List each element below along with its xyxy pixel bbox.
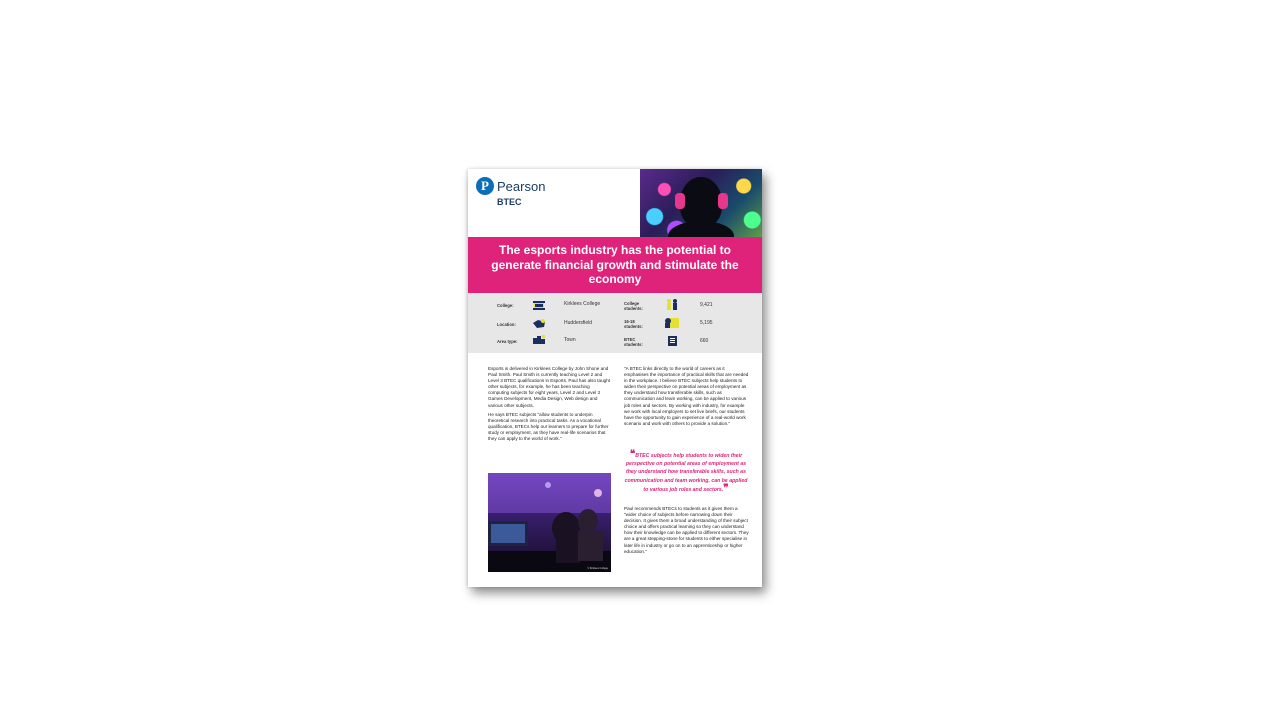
stat-value-college: Kirklees College [564, 301, 601, 307]
town-icon [532, 334, 546, 345]
left-column-text [488, 366, 612, 445]
btec-book-icon [667, 335, 678, 347]
recommendation-text [624, 506, 750, 558]
map-location-icon [532, 318, 546, 329]
recommendation-paragraph: Paul recommends BTECs to students as it gives them a "wider choice of subjects before narrowing down their decision. It gives them a broad understanding of their subject choice and offers practical learning so they can understand how their knowledge can be applied to different sectors. They are a great stepping-stone for students to either specialise in later life in industry or go on to an apprenticeship or higher education." [624, 506, 749, 554]
stat-value-college-students: 9,421 [700, 302, 713, 308]
students-icon [665, 298, 679, 311]
college-stats-panel [468, 293, 762, 353]
stat-label-btec-students: BTEC students: [624, 337, 643, 347]
pearson-logo-mark: P [476, 177, 494, 195]
careers-quote-paragraph: "A BTEC links directly to the world of careers as it emphasises the importance of practical skills that are needed in the workplace. I believe BTEC subjects help students to widen their perspective on potential areas of employment as they understand how transferable skills, such as communication and team working, can be applied to various job roles and sectors. By working with industry, for example we work with local employers to set live briefs, our students have the opportunity to gain experience of a real-world work scenario and work with others to provide a solution." [624, 366, 749, 426]
stat-value-location: Huddersfield [564, 320, 593, 326]
college-building-icon [532, 300, 546, 311]
photo-credit: © Kirklees College [587, 567, 608, 570]
photo-illustration [488, 473, 611, 572]
esports-classroom-photo [488, 473, 611, 572]
stat-value-16-18-students: 5,195 [700, 320, 713, 326]
pearson-wordmark: Pearson [497, 179, 546, 194]
page-title: The esports industry has the potential to generate financial growth and stimulate the economy [491, 243, 739, 287]
btec-benefits-paragraph: He says BTEC subjects "allow students to underpin theoretical research into practical tasks. As a vocational qualification, BTECs help our learners to prepare for further study or employment, as they have real-life scenarios that they can apply to the world of work." [488, 411, 609, 442]
right-column-text [624, 366, 750, 430]
pull-quote-text: BTEC subjects help students to widen their perspective on potential areas of employment as they understand how transferable skills, such as communication and team working, can be applied to various job roles and sectors. [624, 453, 748, 493]
gamer-hero-image [640, 169, 762, 237]
stat-label-16-18-students: 16-18 students: [624, 319, 643, 329]
btec-case-study-page [468, 169, 762, 587]
title-banner [468, 237, 762, 293]
btec-wordmark: BTEC [497, 197, 522, 207]
stat-label-college: College: [497, 303, 514, 308]
stat-value-btec-students: 660 [700, 338, 709, 344]
close-quote-icon: ❞ [723, 482, 729, 494]
open-quote-icon: ❝ [629, 449, 636, 460]
stat-label-area-type: Area type: [497, 339, 518, 344]
intro-paragraph: Esports is delivered in Kirklees College by John Shone and Paul Smith. Paul Smith is currently teaching Level 2 and Level 3 BTEC qualifications in Esports. Paul has also taught other subjects, for example, he has been teaching computing subjects for eight years, Level 2 and Level 3 Games Development, Media Design, Web design and various other subjects. [488, 366, 611, 408]
stat-value-area-type: Town [564, 337, 576, 343]
stat-label-location: Location: [497, 322, 516, 327]
stat-label-college-students: College students: [624, 301, 643, 311]
young-students-icon [664, 317, 680, 329]
pull-quote [624, 451, 748, 494]
